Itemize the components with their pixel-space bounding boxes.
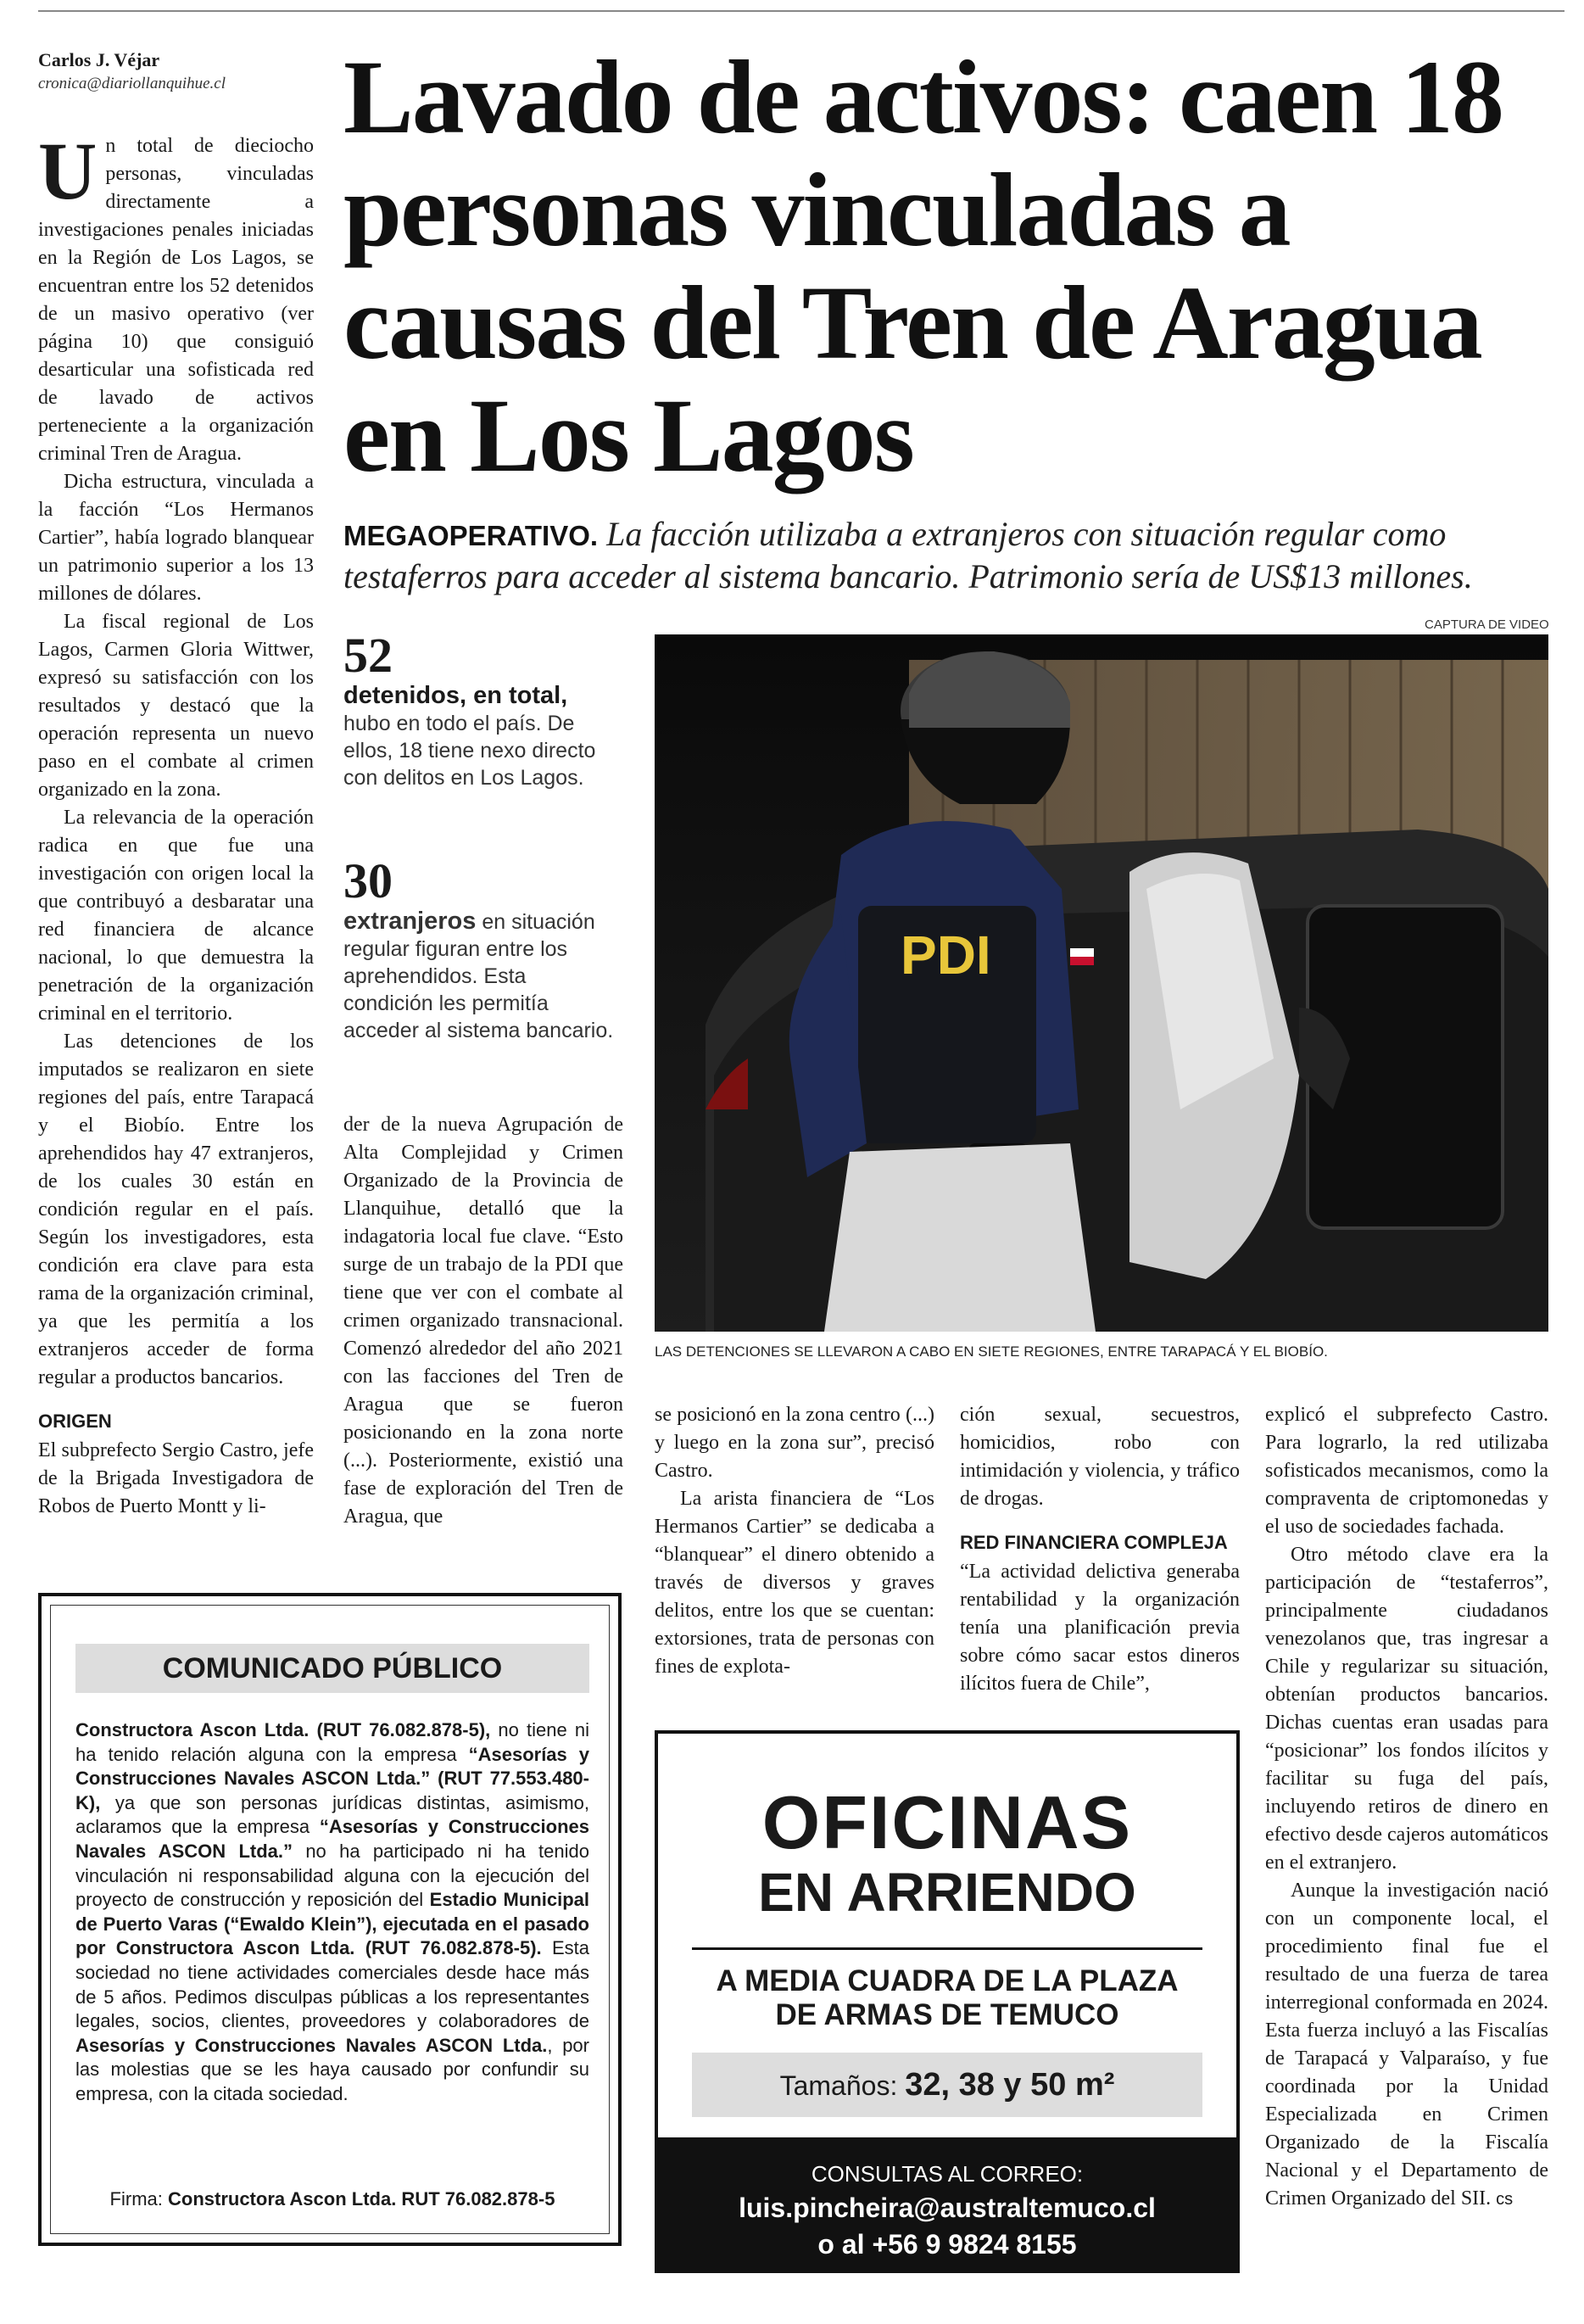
drop-cap: U [38, 126, 98, 216]
ad-phone: o al +56 9 9824 8155 [817, 2229, 1077, 2260]
stat-block-2 [343, 855, 619, 1044]
end-mark: cs [1496, 2190, 1514, 2209]
col1-p2: Dicha estructura, vinculada a la facción “Los Hermanos Cartier”, había logrado blanquear un patrimonio superior a los 13 millones de dólares. [38, 471, 314, 605]
col4-p1: ción sexual, secuestros, homicidios, robo con intimidación y violencia, y tráfico de drogas. [960, 1404, 1240, 1510]
ad-title-line1: OFICINAS [761, 1780, 1133, 1864]
col5-p2: Otro método clave era la participación de “testaferros”, principalmente ciudadanos venezolanos que, tras ingresar a Chile y regularizar su situación, obtenían productos bancarios. Dichas cuentas eran usadas para “posicionar” los fondos ilícitos y facilitar su fuga del país, incluyendo retiros de dinero en efectivo desde cajeros automáticos en el extranjero. [1265, 1544, 1548, 1874]
photo-illustration [655, 634, 1548, 1332]
stat-lead: extranjeros [343, 908, 477, 935]
col4-p2: “La actividad delictiva generaba rentabilidad y la organización tenía una planificación previa sobre cómo sacar estos dineros ilícitos fuera de Chile”, [960, 1561, 1240, 1695]
col1-p3: La fiscal regional de Los Lagos, Carmen Gloria Wittwer, expresó su satisfacción con los resultados y destacó que la operación representa un nuevo paso en el combate al crimen organizado en la zona. [38, 611, 314, 801]
subhead-red-financiera: RED FINANCIERA COMPLEJA [960, 1532, 1228, 1553]
col3-p2: La arista financiera de “Los Hermanos Cartier” se dedicaba a “blanquear” el dinero obtenido a través de diversos y graves delitos, entre los que se cuentan: extorsiones, trata de personas con fines de explota- [655, 1488, 934, 1678]
column-3 [655, 1401, 934, 1681]
col1-p1: n total de dieciocho personas, vinculadas directamente a investigaciones penales iniciadas en la Región de Los Lagos, se encuentran entre los 52 detenidos de un masivo operativo (ver página 10) que consiguió desarticular una sofisticada red de lavado de activos perteneciente a la organización criminal Tren de Aragua. [38, 135, 314, 465]
col5-p1: explicó el subprefecto Castro. Para lograrlo, la red utilizaba sofisticados mecanismos, como la compraventa de criptomonedas y el uso de sociedades fachada. [1265, 1404, 1548, 1538]
photo-credit: CAPTURA DE VIDEO [1425, 617, 1549, 632]
public-notice [38, 1593, 622, 2246]
ad-contact [658, 2137, 1236, 2270]
col1-p6: El subprefecto Sergio Castro, jefe de la Brigada Investigadora de Robos de Puerto Montt y li- [38, 1439, 314, 1517]
notice-body: Constructora Ascon Ltda. (RUT 76.082.878-5), no tiene ni ha tenido relación alguna con la empresa “Asesorías y Construcciones Navales ASCON Ltda.” (RUT 77.553.480-K), ya que son personas jurídicas distintas, asimismo, aclaramos que la empresa “Asesorías y Construcciones Navales ASCON Ltda.” no ha participado ni ha tenido vinculación ni responsabilidad alguna con la ejecución del proyecto de construcción y reposición del Estadio Municipal de Puerto Varas (“Ewaldo Klein”), ejecutada en el pasado por Constructora Ascon Ltda. (RUT 76.082.878-5). Esta sociedad no tiene actividades comerciales desde hace más de 5 años. Pedimos disculpas públicas a los representantes legales, socios, clientes, proveedores y colaboradores de Asesorías y Construcciones Navales ASCON Ltda., por las molestias que se les haya causado por confundir su empresa, con la citada sociedad. [75, 1719, 589, 2104]
vest-label: PDI [901, 925, 991, 986]
col1-p5: Las detenciones de los imputados se realizaron en siete regiones del país, entre Tarapacá y el Biobío. Entre los aprehendidos hay 47 extranjeros, de los cuales 30 están en condición regular en el país. Según los investigadores, esta condición era clave para esta rama de la organización criminal, ya que les permitía a los extranjeros acceder de forma regular a productos bancarios. [38, 1031, 314, 1388]
ad-divider [692, 1947, 1202, 1950]
byline-author: Carlos J. Véjar [38, 49, 160, 70]
ad-contact-label: CONSULTAS AL CORREO: [811, 2161, 1084, 2187]
column-1 [38, 126, 314, 1521]
ad-title-line2: EN ARRIENDO [758, 1862, 1136, 1923]
stat-text: hubo en todo el país. De ellos, 18 tiene nexo directo con delitos en Los Lagos. [343, 712, 596, 790]
column-4 [960, 1401, 1240, 1698]
col3-p1: se posicionó en la zona centro (...) y luego en la zona sur”, precisó Castro. [655, 1404, 934, 1482]
col1-p4: La relevancia de la operación radica en que fue una investigación con origen local la que contribuyó a desbaratar una red financiera de alcance nacional, lo que demuestra la penetración de la organización criminal en el territorio. [38, 807, 314, 1025]
photo-caption: LAS DETENCIONES SE LLEVARON A CABO EN SIETE REGIONES, ENTRE TARAPACÁ Y EL BIOBÍO. [655, 1344, 1328, 1360]
ad-email[interactable]: luis.pincheira@australtemuco.cl [739, 2193, 1156, 2223]
col5-p3: Aunque la investigación nació con un componente local, el procedimiento final fue el resultado de una fuerza de tarea interregional conformada en 2024. Esta fuerza incluyó a las Fiscalías de Tarapacá y Valparaíso, y fue coordinada por la Unidad Especializada en Crimen Organizado de la Fiscalía Nacional y el Departamento de Crimen Organizado del SII. cs [1265, 1880, 1548, 2209]
column-2 [343, 1111, 623, 1531]
deck-kicker: MEGAOPERATIVO. [343, 520, 599, 551]
news-photo [655, 634, 1548, 1332]
stat-block-1 [343, 629, 619, 791]
stat-lead: detenidos, en total, [343, 682, 568, 709]
notice-title: COMUNICADO PÚBLICO [75, 1644, 589, 1693]
office-rent-ad [655, 1730, 1240, 2273]
column-5 [1265, 1401, 1548, 2214]
deck-text: La facción utilizaba a extranjeros con situación regular como testaferros para acceder al sistema bancario. Patrimonio sería de US$13 millones. [343, 515, 1473, 595]
notice-signature: Firma: Constructora Ascon Ltda. RUT 76.082.878-5 [109, 2188, 555, 2209]
stat-number: 30 [343, 853, 393, 908]
byline-email: cronica@diariollanquihue.cl [38, 75, 226, 92]
col2-p1: der de la nueva Agrupación de Alta Complejidad y Crimen Organizado de la Provincia de Llanquihue, detalló que la indagatoria local fue clave. “Esto surge de un trabajo de la PDI que tiene que ver con el combate al crimen organizado transnacional. Comenzó alrededor del año 2021 con las facciones del Tren de Aragua que se fueron posicionando en la zona norte (...). Posteriormente, existió una fase de exploración del Tren de Aragua, que [343, 1114, 623, 1528]
ad-sizes: Tamaños: 32, 38 y 50 m² [692, 2053, 1202, 2117]
stat-text: en situación regular figuran entre los aprehendidos. Esta condición les permitía acceder al sistema bancario. [343, 910, 614, 1042]
headline: Lavado de activos: caen 18 personas vinculadas a causas del Tren de Aragua en Los Lagos [343, 39, 1503, 494]
stat-number: 52 [343, 628, 393, 683]
deck [343, 514, 1564, 597]
ad-location: A MEDIA CUADRA DE LA PLAZA DE ARMAS DE TEMUCO [716, 1964, 1179, 2031]
top-rule [38, 10, 1564, 12]
subhead-origen: ORIGEN [38, 1411, 112, 1432]
